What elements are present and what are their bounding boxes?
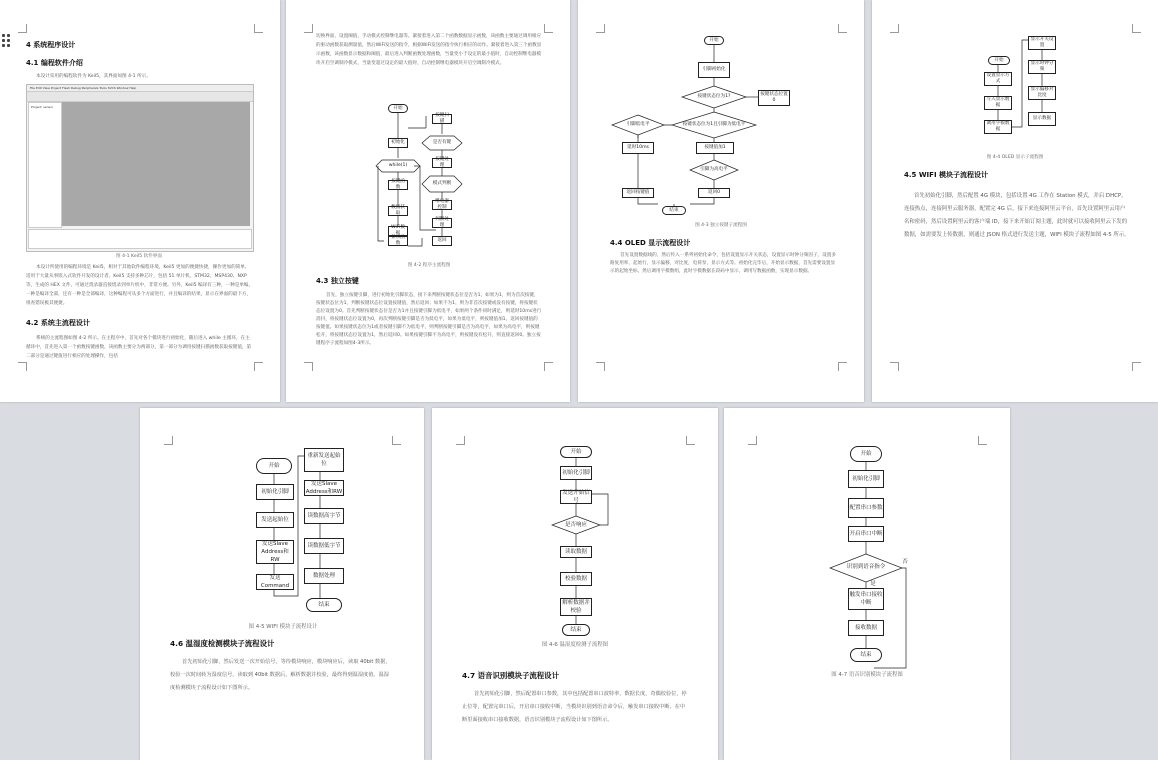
flowchart-node: 引脚低电平 [626,122,650,127]
flowchart-node: 重新发送起始位 [304,448,344,472]
flowchart-node-start: 开始 [988,56,1010,65]
flowchart-node: 按键状态位为1? [697,94,731,99]
flowchart-node: 调用字模数据 [984,120,1012,134]
flowchart-node: 数据处理 [304,568,344,584]
flowchart-node: 按键值加1 [696,142,734,154]
flowchart-node: 返回0 [698,188,730,198]
flowchart-node: 延时10ms [622,142,654,154]
doc-page-6 [432,408,718,760]
flowchart-node: 初始化引脚 [256,484,294,500]
figure-caption: 图 4-7 语音识别模块子流程图 [831,672,903,678]
flowchart-node: 是否有键 [432,140,452,145]
flowchart-node: 开启串口中断 [848,526,884,542]
figure-caption: 图 4-1 Keil5 软件界面 [116,254,162,259]
flowchart-node: 数据获取 [388,206,408,216]
flowchart-node: 配置串口参数 [848,498,884,518]
doc-page-3 [578,0,864,402]
paragraph: 首先设置数据线的，然后传入一系列初始化命令，包括设置显示开关状态，设置显示时钟分频因子，设置多路复用率，起始行，显示偏移，对比度，电荷泵，显示方式等。初始化完毕后，开始显示数据，首先需要设置显示的起始坐标，然后调用字模数组，此时字模数据在段码中显示，调用写数据函数，实现显示数据。 [610,253,836,274]
figure-caption: 图 4-6 温湿度检测子流程图 [541,642,609,648]
flowchart-node: 读数据低字节 [304,538,344,554]
flowchart-node: 读取数据 [560,546,592,558]
flowchart-node: 设置显示方式 [984,72,1012,86]
flowchart-node: 解析数据并校验 [560,598,592,616]
keil5-screenshot [26,84,254,252]
ide-toolbar [27,92,253,102]
paragraph: 系统的主流程图如图 4-2 所示。在主程序中，首先对各个模块进行初始化，随后进入 while 主循环，在主循环中，首先进入第一个函数按键函数，该函数主要分为两部分，第一部分为调用按键扫描函数获取按键值，第二部分是通过键值进行相应的处理操作，包括 [26,336,252,359]
figure-caption: 图 4-4 OLED 显示子流程图 [986,155,1044,160]
flowchart-node: while(1) [388,163,408,168]
figure-caption: 图 4-2 程序主流程图 [407,263,451,268]
paragraph: 首先初始化引脚，然后配置串口参数，其中包括配置串口波特率，数据长度，奇偶校验位，停止位等，配置完串口后，开启串口接收中断，当模块识别到语音命令后，触发串口接收中断，在中断里面接收串口接收数据，语音识别模块子流程设计如下图所示。 [462,691,687,723]
figure-caption: 图 4-5 WIFI 模块子流程设计 [248,624,318,630]
flowchart-node-start: 开始 [850,446,882,462]
flowchart-node: 引脚初始化 [698,62,730,78]
flowchart-node: 模式判断 [432,181,452,186]
flowchart-node: 触发串口接收中断 [848,588,884,610]
flowchart-node: 显示函数 [388,236,408,246]
heading-4-2: 4.2 系统主流程设计 [26,319,90,327]
heading-4-3: 4.3 独立按键 [316,277,359,285]
doc-page-2 [286,0,570,402]
flowchart-node-end: 结束 [662,206,686,215]
paragraph: 首先，独立按键引脚，进行初始化引脚状态，接下来判断按键状态位是否为1，如果为1，则为首次按键，按键状态位为1，判断按键状态位设置按键值，然后返回；如果不为1，则为非首次按键或没有按键，将按键状态位设置为0。首先判断按键状态位是否为1并且按键引脚为低电平，如果两个条件同时满足，则延时10ms进行消抖，将按键状态位设置为0，再次判断按键引脚是否为低电平，如果为低电平，则按键值加1，返回按键值的按键值。如果按键状态位为1或者按键引脚不为低电平，则判断按键引脚是否为高电平，如果为高电平，则按键松开，将按键状态位设置为1，然后返回0。如果按键引脚不为高电平，则按键没有松开，则直接返回0。独立按键程序子流程如图4-3所示。 [316,293,542,346]
flowchart-node: 继电器控制 [432,200,452,210]
flowchart-node: 校验数据 [560,572,592,586]
flowchart-node: WiFi数据 [388,226,408,236]
decision-yes-label: 是 [870,581,876,587]
doc-page-7 [724,408,1010,760]
ide-build-output [28,229,252,249]
figure-caption: 图 4-3 独立按键子流程图 [695,223,747,228]
flowchart-node-end: 结束 [306,598,342,612]
flowchart-node-start: 开始 [560,446,592,458]
drag-handle-icon[interactable] [2,34,14,50]
ide-editor-area [62,102,250,226]
flowchart-connectors [578,0,864,402]
flowchart-node: 按键状态位为1且引脚为低电平 [682,122,746,127]
heading-4: 4 系统程序设计 [26,41,76,49]
flowchart-node: 显示偏移对比度 [1028,86,1056,100]
flowchart-node: 初始化引脚 [560,466,592,480]
heading-4-6: 4.6 温湿度检测模块子流程设计 [170,639,275,648]
paragraph: 本设计采用的编程软件为 Keil5，其界面如图 4-1 所示。 [36,74,151,79]
paragraph: 切换界面、设置阈值、手动模式控制继电器等。紧接着进入第二个函数数据显示函数，该函数主要通过调用相应的驱动函数获取测量值，然后WiFi发送的指令，根据WiFi发送的指令执行相应的动作。紧接着进入第三个函数显示函数，该函数显示数据和阈值，最后进入判断函数处理函数，当量变小于设定的最小值时，自动控制继电器模块开启空调制冷模式，当量变超过设定的最大值时，自动控制继电器模块开启空调制冷模式。 [316,34,542,66]
flowchart-node: 按键处理 [432,158,452,168]
paragraph: 首先初始化引脚，然后配置 4G 模块，包括设置 4G 工作在 Station 模式，并启 DHCP，连接热点，连接阿里云服务器，配置完 4G 后，接下来连接阿里云平台，首先设置阿里云用户名和密码，然后设置阿里云的客户端 ID，接下来开始订阅主题，此时就可以接收阿里云下发的数据，如需要发上传数据，则通过 JSON 格式进行发送主题，WIFI 模块子流程如图 4-5 所示。 [904,193,1130,238]
paragraph: 本设计所使用的编程环境是 Keil5，相对于其他软件编程环境，Keil5 更加的便捷快捷，操作更加的简单，适用于大量从事嵌入式软件开发的设计者。Keil5 支持多种芯片，包括 51 单片机、STM32、MSP430、NXP 等，生成的 HEX 文件，可通过烧录器直接烧录到单片机中，非常方便。另外，Keil5 编译有三种，一种是单编，一种是编译全部，还有一种是全部编译，这种编程可从多个方面进行，并且编译的结果，显示在界面的最下方，排查错误极其便捷。 [26,265,254,306]
heading-4-1: 4.1 编程软件介绍 [26,59,83,67]
heading-4-5: 4.5 WIFI 模块子流程设计 [904,171,988,179]
flowchart-node: 显示开关设置 [1028,36,1056,50]
ide-menubar: File Edit View Project Flash Debug Peripherals Tools SVCS Window Help [27,85,253,92]
flowchart-node-start: 开始 [388,104,408,113]
flowchart-node: 发送Command [256,574,294,590]
flowchart-node: 返回 [432,236,452,246]
flowchart-node: 判断处理 [432,218,452,228]
flowchart-node: 发送开始信号 [560,490,592,504]
flowchart-node: 发送起始位 [256,512,294,528]
flowchart-node: 是否响应 [564,522,587,528]
flowchart-node: 发送Slave Address和RW [305,481,343,495]
flowchart-node-start: 开始 [704,36,724,45]
flowchart-node: 接收数据 [848,620,884,636]
decision-no-label: 否 [902,559,908,565]
flowchart-node-end: 结束 [850,648,882,662]
flowchart-node: 读数据高字节 [304,508,344,524]
flowchart-node: 显示数据 [1028,112,1056,126]
doc-page-1 [0,0,280,402]
flowchart-node: 初始化引脚 [848,470,884,488]
flowchart-node: 显示时钟分频 [1028,60,1056,74]
ide-project-panel [28,102,62,228]
flowchart-node: 识别到语音指令 [846,564,886,570]
flowchart-node: 按键状态位置0 [758,90,790,106]
flowchart-node: 写入显示数据 [984,96,1012,110]
flowchart-node-end: 结束 [562,624,590,636]
heading-4-4: 4.4 OLED 显示流程设计 [610,239,691,247]
heading-4-7: 4.7 语音识别模块子流程设计 [462,671,559,680]
flowchart-node: 按键扫描 [432,114,452,124]
doc-page-4 [872,0,1158,402]
flowchart-node: 初始化 [388,138,408,148]
doc-page-5 [140,408,424,760]
flowchart-node: 引脚为高电平 [700,167,728,172]
project-tree-item: Project: sensor [31,105,54,109]
paragraph: 首先初始化引脚，然后发送一次开始信号，等待模块响应，模块响应后，读取 40bit 数据，校验一次时间转为湿度信号，读取到 40bit 数据后，解析数据并校验，最终得到温湿度值。温湿度检测模块子流程设计如下图所示。 [170,659,391,691]
flowchart-node-start: 开始 [256,458,292,474]
flowchart-node: 发送Slave Address和RW [256,540,294,564]
flowchart-node: 按键函数 [388,180,408,190]
flowchart-node: 返回按键值 [622,188,654,198]
